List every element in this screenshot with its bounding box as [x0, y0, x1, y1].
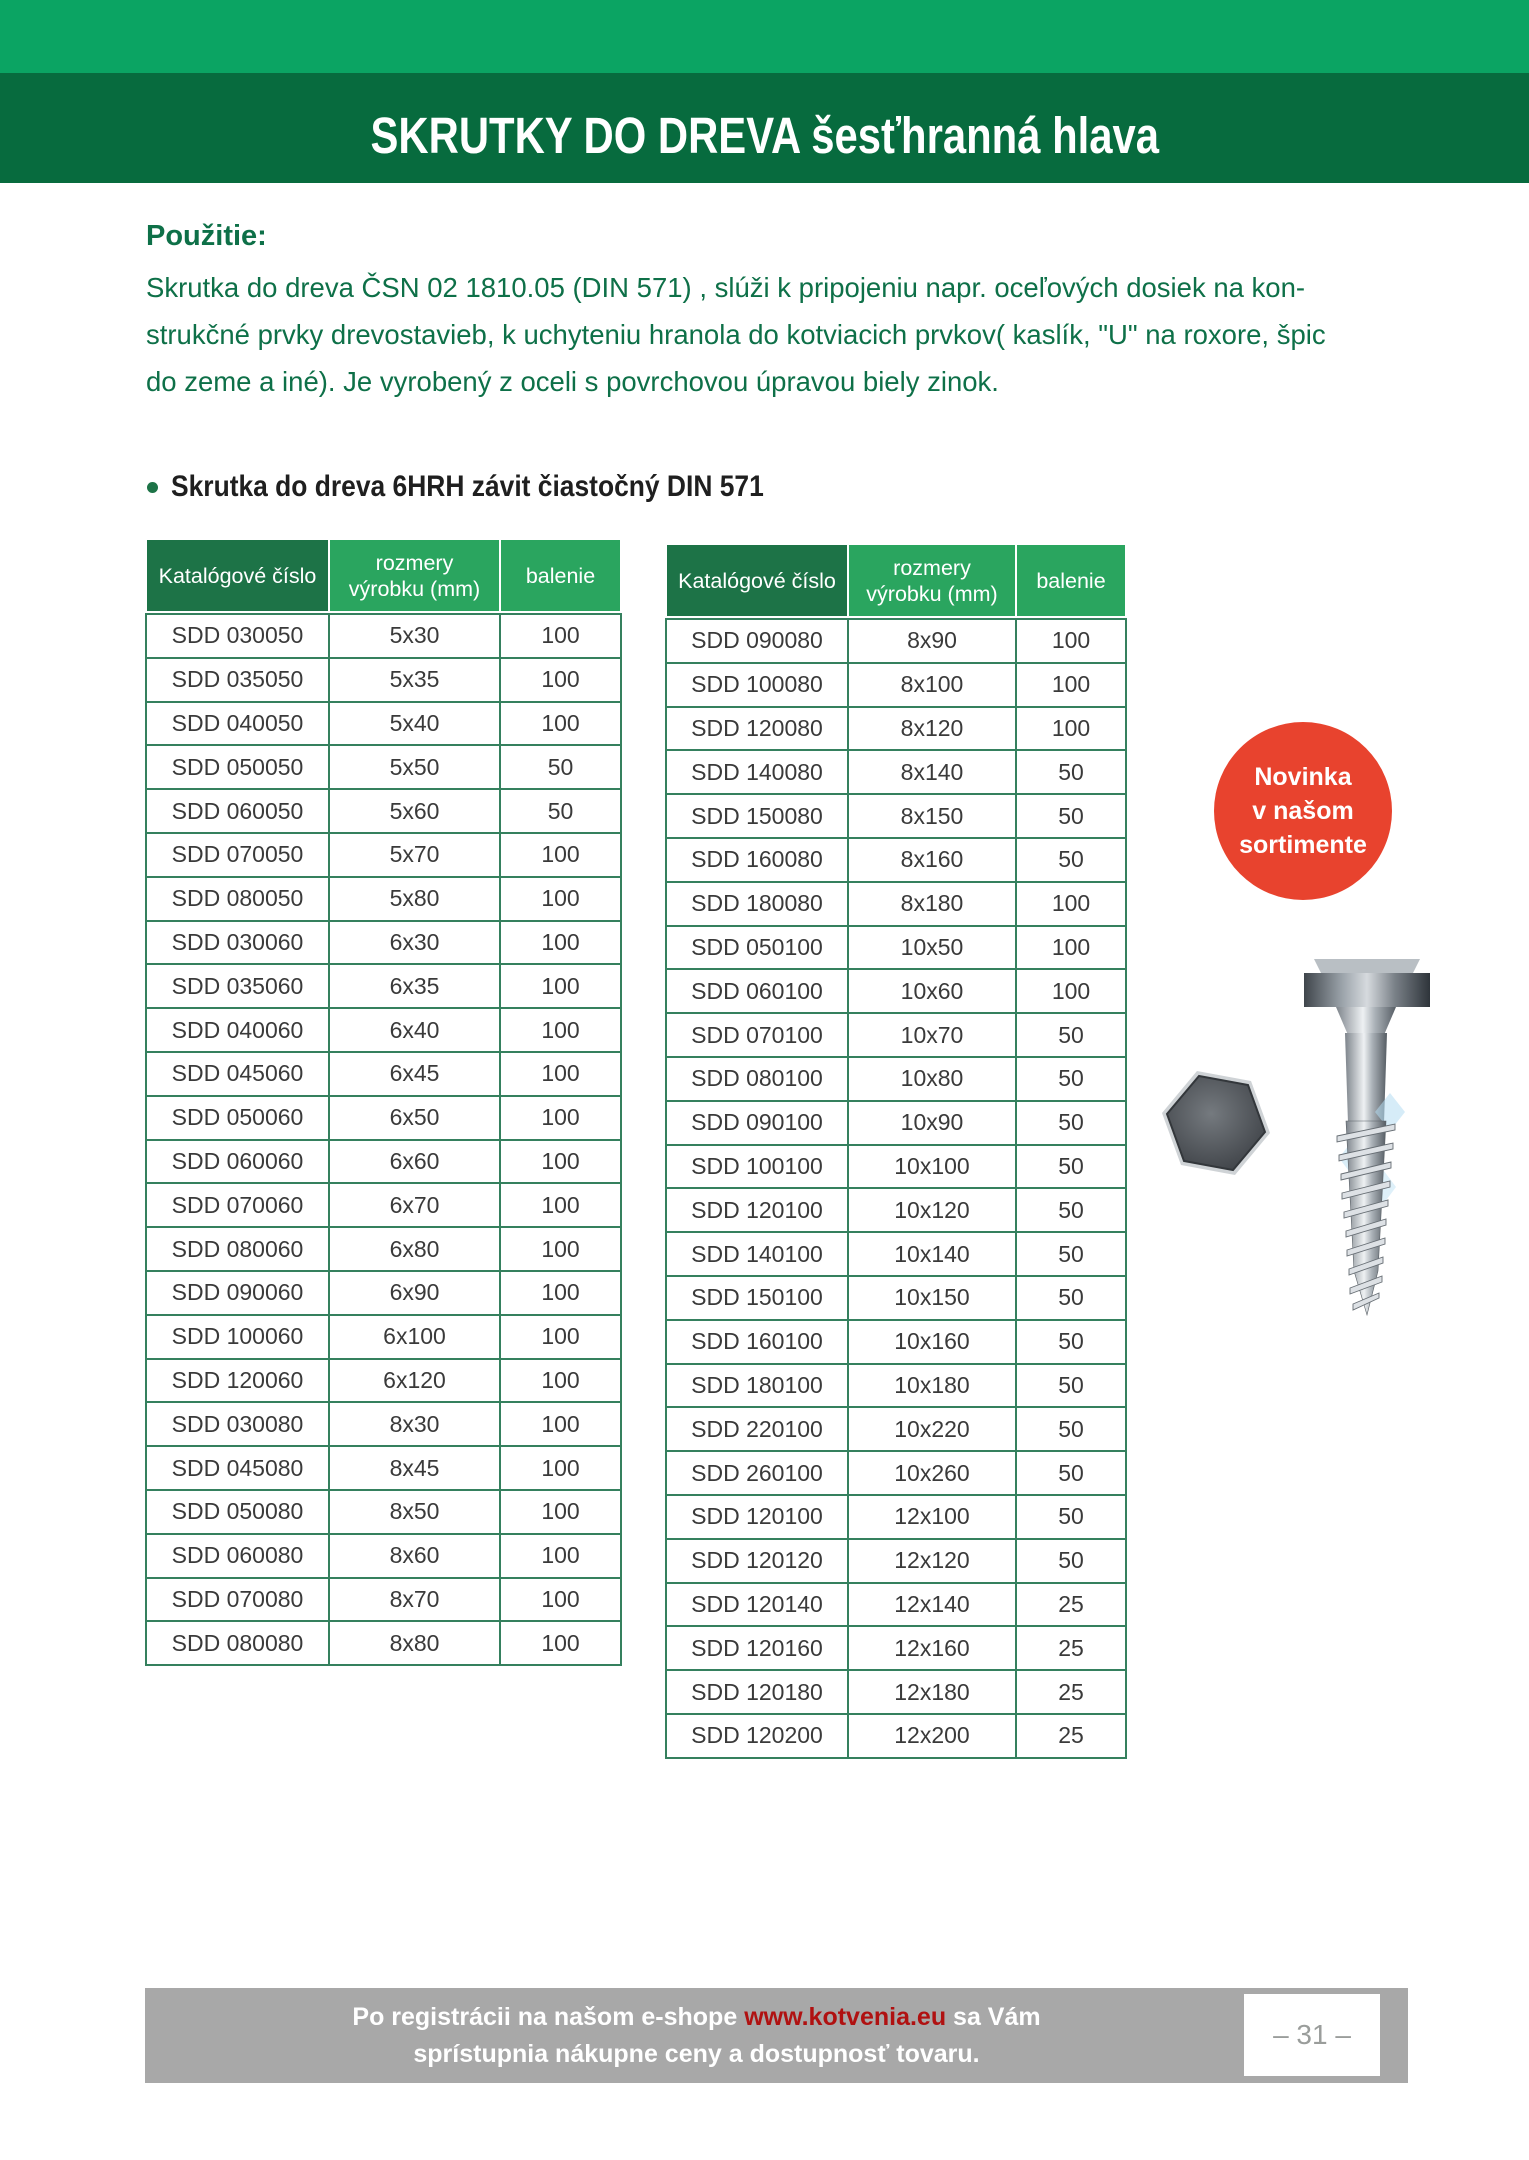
table-cell: 100 [501, 1360, 620, 1402]
table-cell: 25 [1017, 1715, 1125, 1757]
table-cell: 6x45 [330, 1053, 499, 1095]
table-cell: 10x100 [849, 1146, 1015, 1188]
table-cell: 5x30 [330, 615, 499, 657]
table-cell: 5x35 [330, 659, 499, 701]
table-cell: SDD 140080 [667, 751, 847, 793]
table-cell: 8x50 [330, 1491, 499, 1533]
table-cell: SDD 100100 [667, 1146, 847, 1188]
bullet-icon [147, 482, 158, 493]
table-cell: SDD 050060 [147, 1097, 328, 1139]
column-header-packaging: balenie [1017, 545, 1125, 616]
table-cell: 6x120 [330, 1360, 499, 1402]
table-cell: 50 [501, 746, 620, 788]
table-cell: SDD 180080 [667, 883, 847, 925]
product-section-title-label: Skrutka do dreva 6HRH závit čiastočný DIN 571 [171, 470, 764, 503]
table-cell: 50 [1017, 1321, 1125, 1363]
footer-line-1 [352, 1999, 1040, 2036]
table-cell: 8x80 [330, 1622, 499, 1664]
table-cell: 100 [501, 1272, 620, 1314]
table-cell: 100 [501, 1053, 620, 1095]
table-cell: SDD 150080 [667, 795, 847, 837]
table-cell: SDD 030060 [147, 922, 328, 964]
hex-head-top-view-icon [1162, 1071, 1270, 1175]
table-cell: SDD 090100 [667, 1102, 847, 1144]
table-cell: 8x45 [330, 1447, 499, 1489]
table-cell: 10x120 [849, 1189, 1015, 1231]
table-cell: 100 [501, 1228, 620, 1270]
usage-heading: Použitie: [146, 220, 267, 252]
table-cell: SDD 050050 [147, 746, 328, 788]
table-cell: 25 [1017, 1584, 1125, 1626]
table-cell: 100 [501, 834, 620, 876]
table-cell: 50 [1017, 795, 1125, 837]
table-cell: SDD 260100 [667, 1452, 847, 1494]
table-cell: SDD 120160 [667, 1627, 847, 1669]
table-cell: SDD 070050 [147, 834, 328, 876]
table-cell: 25 [1017, 1627, 1125, 1669]
page-title: SKRUTKY DO DREVA šesťhranná hlava [370, 106, 1159, 164]
table-cell: 50 [1017, 1496, 1125, 1538]
table-cell: 10x180 [849, 1365, 1015, 1407]
table-cell: 100 [501, 1009, 620, 1051]
table-cell: 50 [1017, 1277, 1125, 1319]
table-cell: SDD 035050 [147, 659, 328, 701]
table-cell: SDD 050080 [147, 1491, 328, 1533]
table-cell: 6x50 [330, 1097, 499, 1139]
table-cell: SDD 070100 [667, 1014, 847, 1056]
table-cell: SDD 070060 [147, 1184, 328, 1226]
footer-banner [145, 1988, 1408, 2083]
table-cell: SDD 045080 [147, 1447, 328, 1489]
table-cell: SDD 090060 [147, 1272, 328, 1314]
footer-text [175, 1988, 1218, 2083]
header-top-band [0, 0, 1529, 73]
table-cell: 8x150 [849, 795, 1015, 837]
catalog-table-right-body [665, 618, 1127, 1759]
table-header-row [665, 543, 1127, 618]
table-cell: SDD 040050 [147, 703, 328, 745]
table-cell: 8x100 [849, 664, 1015, 706]
column-header-dimensions: rozmery výrobku (mm) [330, 540, 499, 611]
column-header-catalog-number: Katalógové číslo [147, 540, 328, 611]
hex-head-screw-photo [1138, 945, 1460, 1345]
table-cell: SDD 030050 [147, 615, 328, 657]
table-cell: 100 [501, 1097, 620, 1139]
table-cell: SDD 060060 [147, 1141, 328, 1183]
table-cell: SDD 220100 [667, 1408, 847, 1450]
table-cell: 100 [501, 1403, 620, 1445]
table-cell: SDD 120060 [147, 1360, 328, 1402]
table-cell: SDD 160080 [667, 839, 847, 881]
table-cell: 50 [1017, 1102, 1125, 1144]
table-cell: 50 [1017, 1189, 1125, 1231]
page-number-box [1240, 1990, 1384, 2080]
table-cell: 10x260 [849, 1452, 1015, 1494]
footer-text-after: sa Vám [946, 2002, 1041, 2031]
page-number: – 31 – [1273, 2019, 1351, 2050]
table-cell: 12x140 [849, 1584, 1015, 1626]
table-cell: 100 [1017, 708, 1125, 750]
table-cell: 50 [1017, 1540, 1125, 1582]
table-cell: 100 [501, 922, 620, 964]
table-cell: SDD 150100 [667, 1277, 847, 1319]
table-cell: 10x60 [849, 970, 1015, 1012]
footer-text-before: Po registrácii na našom e-shope [352, 2002, 745, 2031]
table-cell: 10x150 [849, 1277, 1015, 1319]
table-cell: 10x50 [849, 927, 1015, 969]
table-cell: SDD 060080 [147, 1535, 328, 1577]
badge-line-2: v našom [1252, 797, 1354, 825]
table-cell: SDD 080080 [147, 1622, 328, 1664]
table-cell: SDD 070080 [147, 1579, 328, 1621]
table-cell: 10x220 [849, 1408, 1015, 1450]
table-cell: 6x30 [330, 922, 499, 964]
table-cell: SDD 120180 [667, 1671, 847, 1713]
table-cell: SDD 120100 [667, 1189, 847, 1231]
table-cell: 100 [501, 965, 620, 1007]
badge-line-3: sortimente [1239, 831, 1367, 859]
table-cell: 8x70 [330, 1579, 499, 1621]
table-cell: 5x40 [330, 703, 499, 745]
table-cell: 50 [1017, 1058, 1125, 1100]
table-cell: 12x160 [849, 1627, 1015, 1669]
usage-line-3: do zeme a iné). Je vyrobený z oceli s povrchovou úpravou biely zinok. [146, 366, 999, 397]
table-cell: 100 [501, 1622, 620, 1664]
table-cell: 10x140 [849, 1233, 1015, 1275]
table-cell: 100 [501, 1316, 620, 1358]
column-header-catalog-number: Katalógové číslo [667, 545, 847, 616]
table-cell: 25 [1017, 1671, 1125, 1713]
table-cell: 50 [501, 790, 620, 832]
table-cell: 100 [501, 878, 620, 920]
table-cell: 6x40 [330, 1009, 499, 1051]
badge-line-1: Novinka [1254, 763, 1352, 791]
table-cell: SDD 080100 [667, 1058, 847, 1100]
table-cell: 50 [1017, 1014, 1125, 1056]
table-cell: 50 [1017, 839, 1125, 881]
table-cell: 100 [501, 1141, 620, 1183]
table-cell: 100 [501, 1184, 620, 1226]
table-cell: 8x120 [849, 708, 1015, 750]
table-cell: 100 [1017, 620, 1125, 662]
table-cell: 50 [1017, 1365, 1125, 1407]
column-header-dimensions: rozmery výrobku (mm) [849, 545, 1015, 616]
usage-line-2: strukčné prvky drevostavieb, k uchyteniu hranola do kotviacich prvkov( kaslík, "U" na roxore, špic [146, 319, 1326, 350]
table-cell: 100 [501, 659, 620, 701]
table-cell: 100 [501, 615, 620, 657]
table-cell: SDD 045060 [147, 1053, 328, 1095]
table-cell: 8x90 [849, 620, 1015, 662]
table-cell: 5x50 [330, 746, 499, 788]
table-cell: 6x90 [330, 1272, 499, 1314]
table-cell: SDD 030080 [147, 1403, 328, 1445]
table-cell: SDD 180100 [667, 1365, 847, 1407]
table-cell: SDD 040060 [147, 1009, 328, 1051]
table-cell: SDD 050100 [667, 927, 847, 969]
product-section-title [147, 470, 845, 504]
table-cell: SDD 080050 [147, 878, 328, 920]
usage-paragraph [146, 264, 1451, 405]
table-cell: SDD 120200 [667, 1715, 847, 1757]
table-cell: 10x80 [849, 1058, 1015, 1100]
table-cell: 10x160 [849, 1321, 1015, 1363]
table-cell: 8x140 [849, 751, 1015, 793]
table-cell: 100 [501, 703, 620, 745]
table-cell: SDD 035060 [147, 965, 328, 1007]
table-cell: 100 [1017, 664, 1125, 706]
table-cell: SDD 120080 [667, 708, 847, 750]
table-cell: 50 [1017, 1452, 1125, 1494]
usage-line-1: Skrutka do dreva ČSN 02 1810.05 (DIN 571) , slúži k pripojeniu napr. oceľových dosiek na kon- [146, 272, 1306, 303]
table-cell: 100 [1017, 927, 1125, 969]
table-cell: 12x180 [849, 1671, 1015, 1713]
table-cell: 5x60 [330, 790, 499, 832]
column-header-packaging: balenie [501, 540, 620, 611]
table-cell: 10x70 [849, 1014, 1015, 1056]
table-cell: 50 [1017, 751, 1125, 793]
table-cell: 100 [501, 1535, 620, 1577]
table-cell: 100 [1017, 883, 1125, 925]
table-cell: 6x35 [330, 965, 499, 1007]
table-cell: 12x100 [849, 1496, 1015, 1538]
table-cell: 6x70 [330, 1184, 499, 1226]
table-cell: 12x120 [849, 1540, 1015, 1582]
table-cell: 100 [501, 1579, 620, 1621]
table-cell: 12x200 [849, 1715, 1015, 1757]
table-cell: SDD 080060 [147, 1228, 328, 1270]
novelty-badge [1214, 722, 1392, 900]
table-cell: 8x30 [330, 1403, 499, 1445]
table-cell: 50 [1017, 1408, 1125, 1450]
table-cell: 100 [501, 1447, 620, 1489]
table-cell: 50 [1017, 1233, 1125, 1275]
table-cell: 8x180 [849, 883, 1015, 925]
table-cell: 6x100 [330, 1316, 499, 1358]
table-cell: SDD 120100 [667, 1496, 847, 1538]
table-cell: SDD 100060 [147, 1316, 328, 1358]
catalog-table-left-body [145, 613, 622, 1666]
table-header-row [145, 538, 622, 613]
table-cell: 50 [1017, 1146, 1125, 1188]
table-cell: 100 [1017, 970, 1125, 1012]
table-cell: 100 [501, 1491, 620, 1533]
table-cell: SDD 120120 [667, 1540, 847, 1582]
table-cell: SDD 120140 [667, 1584, 847, 1626]
catalog-table-right [665, 543, 1127, 1759]
table-cell: 5x80 [330, 878, 499, 920]
header-title-band [0, 73, 1529, 183]
table-cell: SDD 100080 [667, 664, 847, 706]
table-cell: 5x70 [330, 834, 499, 876]
table-cell: 8x160 [849, 839, 1015, 881]
catalog-table-left [145, 538, 622, 1666]
table-cell: SDD 090080 [667, 620, 847, 662]
screw-side-view-icon [1304, 959, 1430, 1315]
table-cell: SDD 160100 [667, 1321, 847, 1363]
table-cell: SDD 060100 [667, 970, 847, 1012]
table-cell: 10x90 [849, 1102, 1015, 1144]
table-cell: SDD 060050 [147, 790, 328, 832]
footer-website-link[interactable]: www.kotvenia.eu [744, 2002, 947, 2031]
table-cell: 6x60 [330, 1141, 499, 1183]
table-cell: 6x80 [330, 1228, 499, 1270]
footer-line-2: sprístupnia nákupne ceny a dostupnosť tovaru. [413, 2039, 980, 2068]
table-cell: SDD 140100 [667, 1233, 847, 1275]
table-cell: 8x60 [330, 1535, 499, 1577]
